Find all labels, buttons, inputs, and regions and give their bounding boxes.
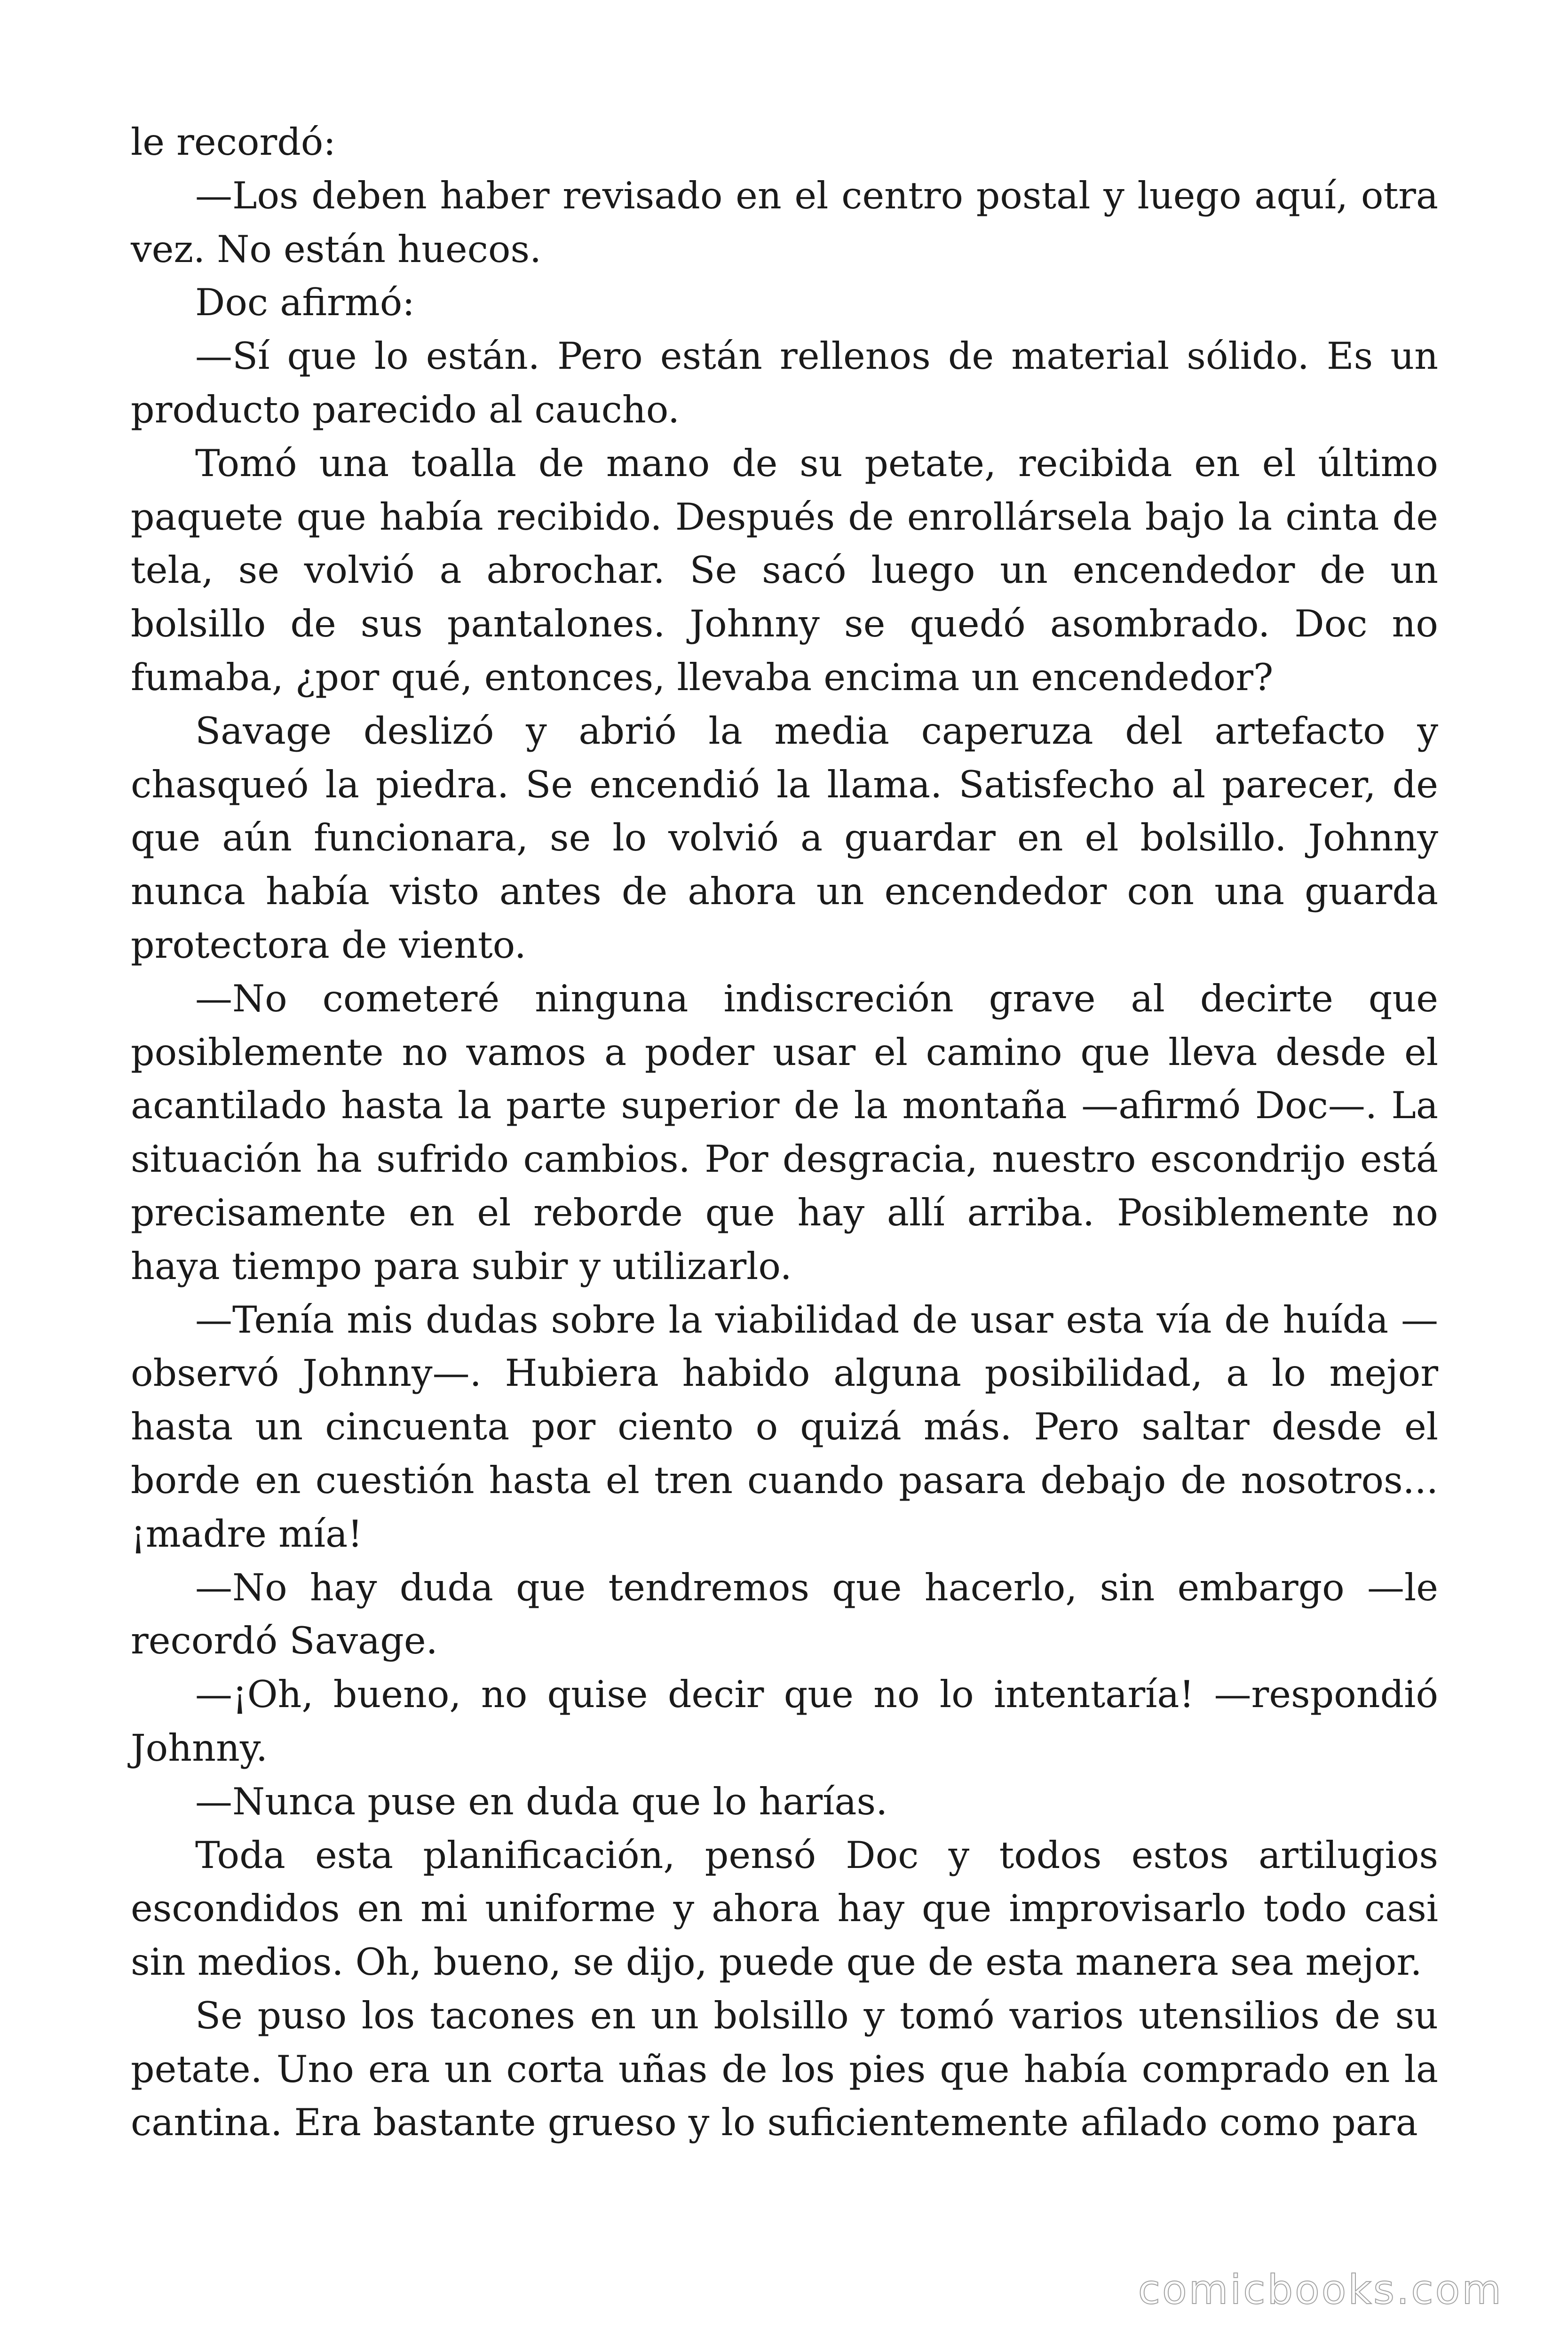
paragraph-11: —Nunca puse en duda que lo harías.: [195, 1780, 888, 1823]
paragraph-12: Toda esta planificación, pensó Doc y todos estos artilugios escondidos en mi uniforme y ahora hay que improvisarlo todo casi sin medios. Oh, bueno, se dijo, puede que de esta manera sea mejor.: [131, 1833, 1438, 1984]
paragraph-2: —Los deben haber revisado en el centro postal y luego aquí, otra vez. No están huecos.: [131, 174, 1438, 271]
paragraph-5: Tomó una toalla de mano de su petate, recibida en el último paquete que había recibido. Después de enrollársela bajo la cinta de tela, se volvió a abrochar. Se sacó luego un encendedor de un bolsillo de sus pantalones. Johnny se quedó asombrado. Doc no fumaba, ¿por qué, entonces, llevaba encima un encendedor?: [131, 441, 1438, 699]
page-text: [131, 116, 1438, 2150]
paragraph-7: —No cometeré ninguna indiscreción grave al decirte que posiblemente no vamos a poder usar el camino que lleva desde el acantilado hasta la parte superior de la montaña —afirmó Doc—. La situación ha sufrido cambios. Por desgracia, nuestro escondrijo está precisamente en el reborde que hay allí arriba. Posiblemente no haya tiempo para subir y utilizarlo.: [131, 977, 1438, 1288]
paragraph-6: Savage deslizó y abrió la media caperuza del artefacto y chasqueó la piedra. Se encendió la llama. Satisfecho al parecer, de que aún funcionara, se lo volvió a guardar en el bolsillo. Johnny nunca había visto antes de ahora un encendedor con una guarda protectora de viento.: [131, 709, 1438, 967]
paragraph-9: —No hay duda que tendremos que hacerlo, sin embargo —le recordó Savage.: [131, 1565, 1438, 1663]
paragraph-10: —¡Oh, bueno, no quise decir que no lo intentaría! —respondió Johnny.: [131, 1673, 1438, 1770]
paragraph-1: le recordó:: [131, 120, 336, 164]
paragraph-3: Doc afirmó:: [195, 281, 415, 325]
watermark: comicbooks.com: [1138, 2266, 1503, 2313]
paragraph-4: —Sí que lo están. Pero están rellenos de material sólido. Es un producto parecido al caucho.: [131, 334, 1438, 431]
paragraph-8: —Tenía mis dudas sobre la viabilidad de usar esta vía de huída —observó Johnny—. Hubiera habido alguna posibilidad, a lo mejor hasta un cincuenta por ciento o quizá más. Pero saltar desde el borde en cuestión hasta el tren cuando pasara debajo de nosotros... ¡madre mía!: [131, 1298, 1438, 1556]
paragraph-13: Se puso los tacones en un bolsillo y tomó varios utensilios de su petate. Uno era un corta uñas de los pies que había comprado en la cantina. Era bastante grueso y lo suficientemente afilado como para: [131, 1994, 1438, 2145]
